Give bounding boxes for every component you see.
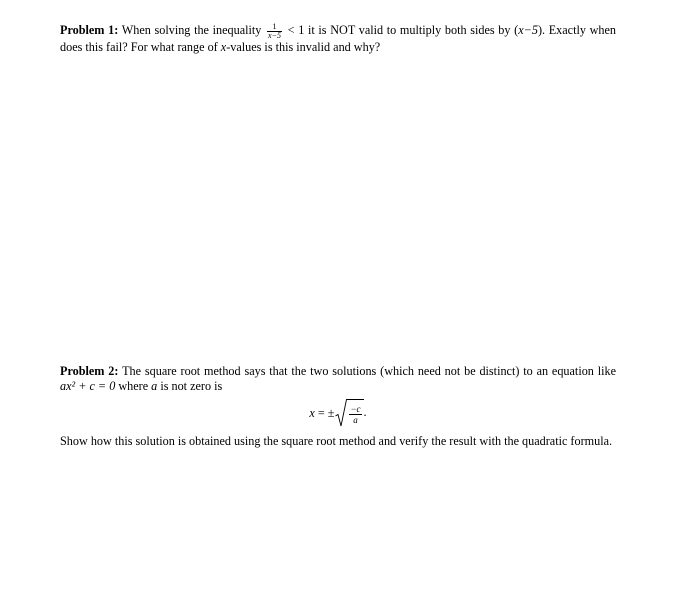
square-root-formula [60,398,616,428]
formula-lhs: x [309,405,315,420]
problem-1-label: Problem 1: [60,23,119,37]
problem-1-variable-x: x [220,40,227,54]
problem-2-equation: ax² + c = 0 [60,379,116,393]
problem-1-fraction-numerator: 1 [267,23,282,32]
problem-1 [60,23,616,55]
problem-2-label: Problem 2: [60,364,119,378]
radical-sign-icon [335,399,347,427]
formula-denominator: a [353,414,358,425]
problem-1-text-a: When solving the inequality [121,23,262,37]
problem-2-text-a: The square root method says that the two solutions (which need not be distinct) to an equation like [122,364,617,378]
problem-2 [60,364,616,449]
square-root [335,399,363,427]
formula-fraction [349,404,361,425]
problem-2-variable-a: a [151,379,158,393]
problem-1-fraction-denominator: x−5 [268,31,281,40]
problem-1-text-b: < 1 it is NOT valid to multiply both sides by ( [287,23,519,37]
problem-2-text-b: where [118,379,149,393]
problem-1-paren-expression: x−5 [518,23,538,37]
formula-period: . [363,405,367,419]
problem-1-text-d: -values is this invalid and why? [226,40,381,54]
formula-equals-plus-minus: = ± [317,405,335,420]
problem-2-statement [60,364,616,394]
problem-1-fraction [267,23,282,40]
problem-2-text-c: is not zero is [160,379,223,393]
problem-2-instruction: Show how this solution is obtained using the square root method and verify the result with the quadratic formula. [60,434,613,448]
formula-numerator: −c [350,403,361,414]
problem-1-statement [60,23,616,55]
problem-1-text-c: ). Exactly when does this fail? For what range of [60,23,617,54]
radicand [347,399,363,427]
